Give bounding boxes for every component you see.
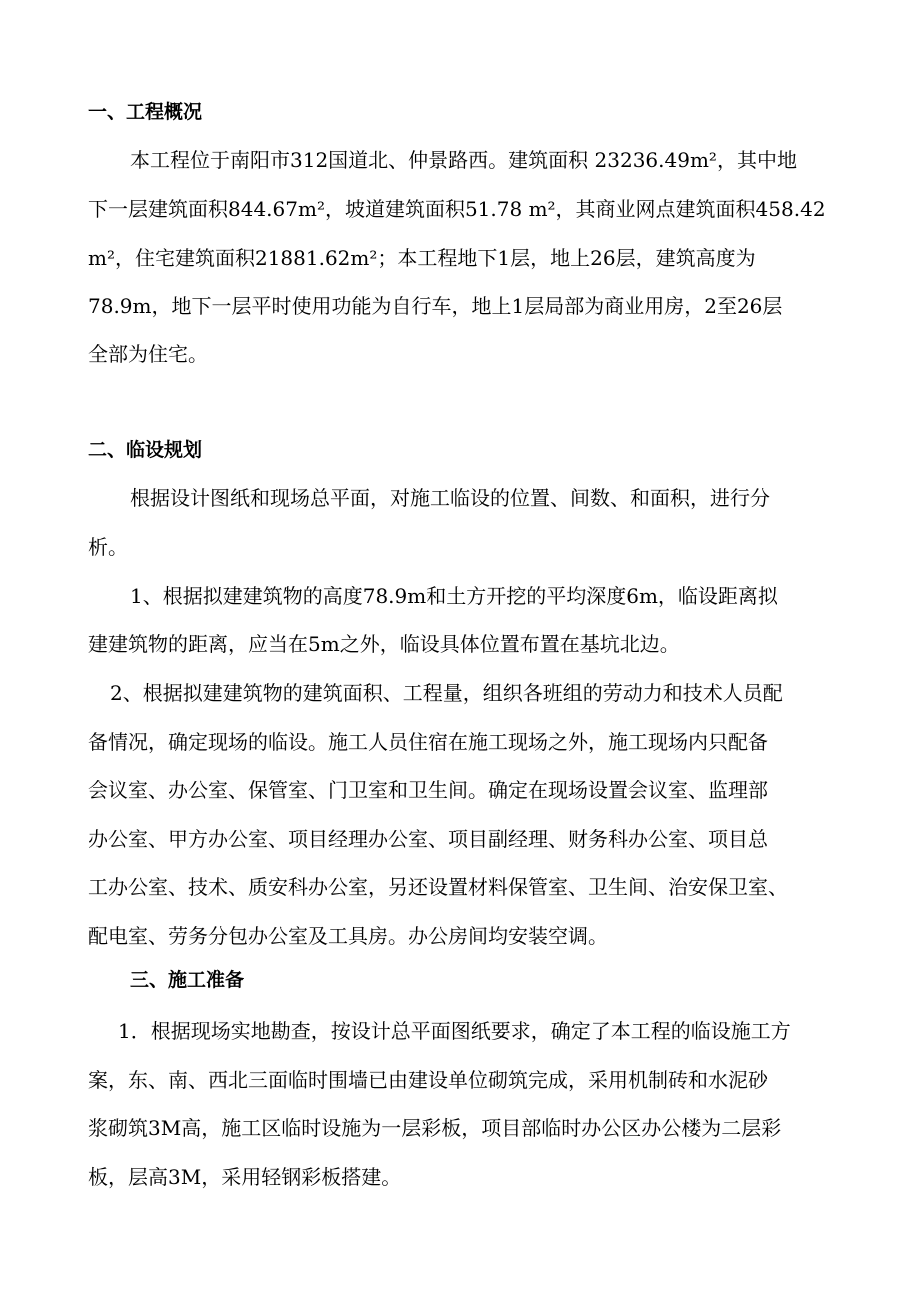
paragraph-line: 办公室、甲方办公室、项目经理办公室、项目副经理、财务科办公室、项目总 [88,827,768,851]
paragraph-line: 配电室、劳务分包办公室及工具房。办公房间均安装空调。 [88,924,608,948]
paragraph-line: 全部为住宅。 [88,342,208,366]
paragraph-line: 浆砌筑3M高，施工区临时设施为一层彩板，项目部临时办公区办公楼为二层彩 [88,1116,782,1140]
section-1-heading: 一、工程概况 [88,101,203,123]
paragraph-line: 板，层高3M，采用轻钢彩板搭建。 [88,1165,402,1189]
paragraph-line: 案，东、南、西北三面临时围墙已由建设单位砌筑完成，采用机制砖和水泥砂 [88,1068,768,1092]
paragraph-line: 2、根据拟建建筑物的建筑面积、工程量，组织各班组的劳动力和技术人员配 [110,681,783,705]
paragraph-line: 会议室、办公室、保管室、门卫室和卫生间。确定在现场设置会议室、监理部 [88,778,768,802]
paragraph-line: 下一层建筑面积844.67m²，坡道建筑面积51.78 m²，其商业网点建筑面积458.42 [88,197,826,221]
paragraph-line: 根据设计图纸和现场总平面，对施工临设的位置、间数、和面积，进行分 [130,486,770,510]
paragraph-line: 工办公室、技术、质安科办公室，另还设置材料保管室、卫生间、治安保卫室、 [88,875,788,899]
paragraph-line: 1、根据拟建建筑物的高度78.9m和土方开挖的平均深度6m，临设距离拟 [130,584,778,608]
paragraph-line: 建建筑物的距离，应当在5m之外，临设具体位置布置在基坑北边。 [88,632,680,656]
section-2-heading: 二、临设规划 [88,439,203,461]
paragraph-line: 备情况，确定现场的临设。施工人员住宿在施工现场之外，施工现场内只配备 [88,730,768,754]
paragraph-line: 78.9m，地下一层平时使用功能为自行车，地上1层局部为商业用房，2至26层 [88,294,783,318]
paragraph-line: 析。 [88,535,128,559]
paragraph-line: m²，住宅建筑面积21881.62m²；本工程地下1层，地上26层，建筑高度为 [88,246,756,270]
paragraph-line: 1．根据现场实地勘查，按设计总平面图纸要求，确定了本工程的临设施工方 [118,1019,791,1043]
section-3-heading: 三、施工准备 [130,969,245,991]
paragraph-line: 本工程位于南阳市312国道北、仲景路西。建筑面积 23236.49m²，其中地 [130,148,797,172]
